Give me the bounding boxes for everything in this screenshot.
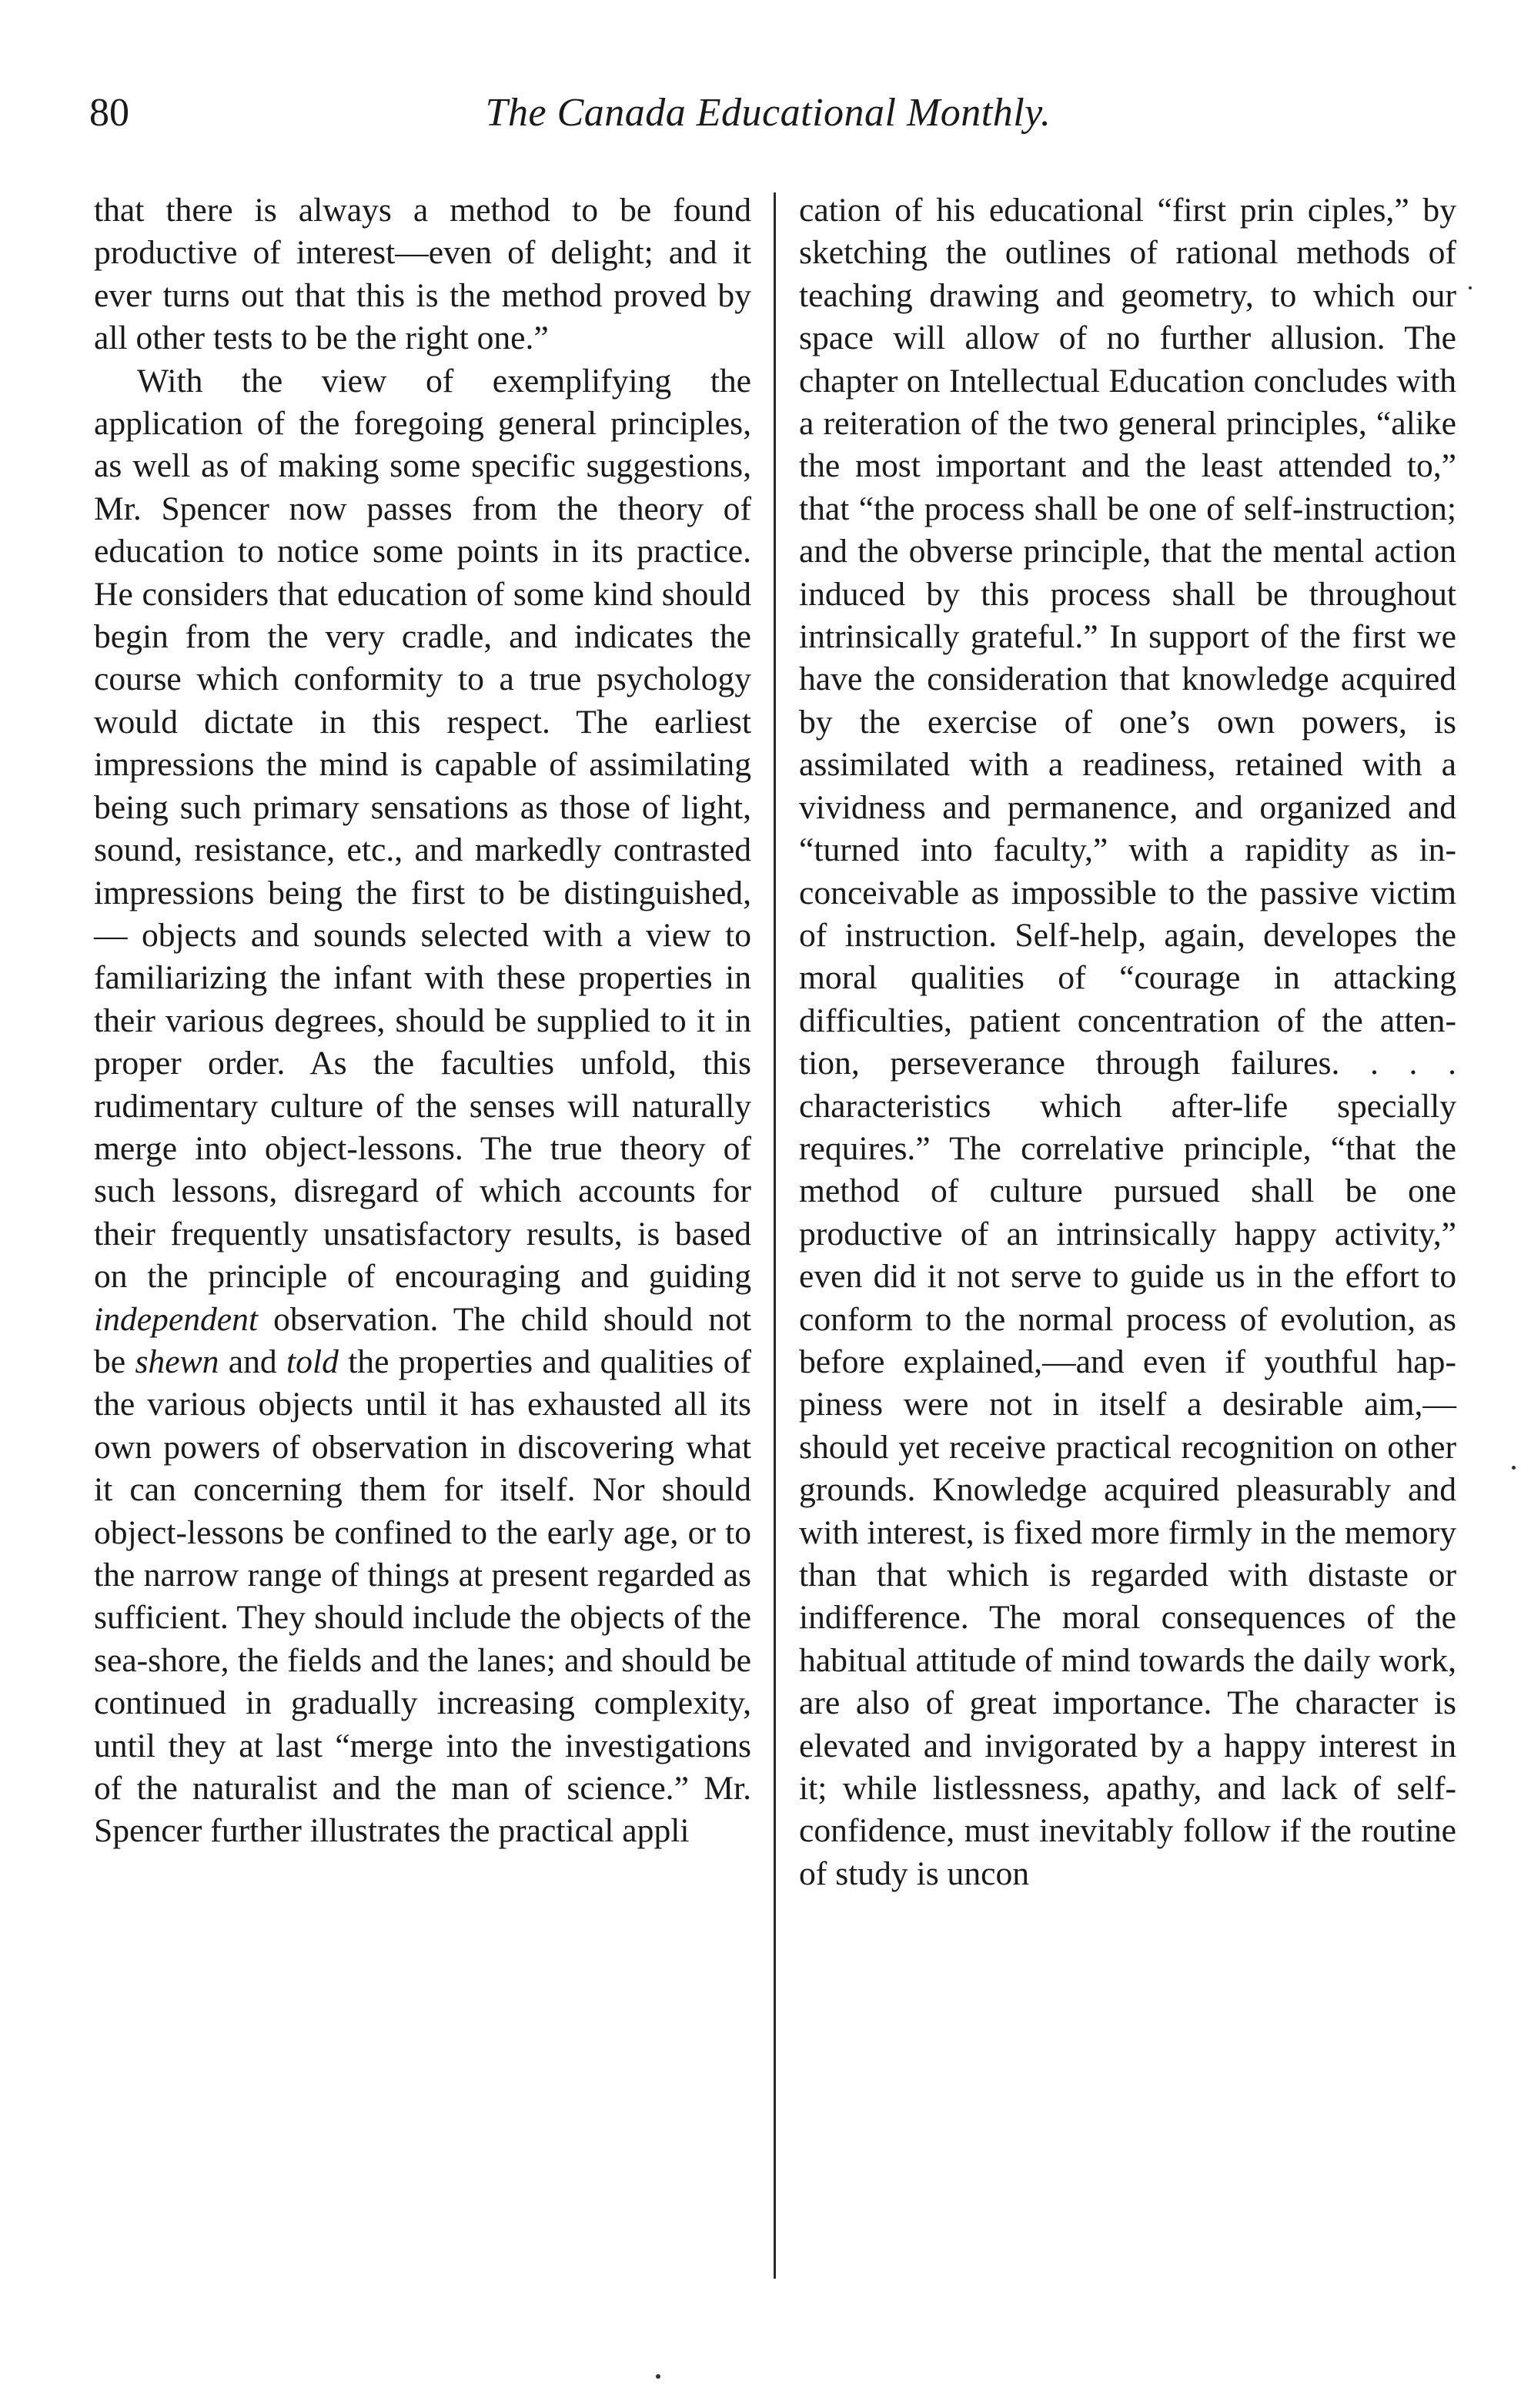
page-number: 80 — [89, 91, 129, 135]
left-paragraph-2-part-b: observation. The child should not be — [94, 1300, 751, 1380]
print-speck-bottom — [656, 2374, 660, 2379]
right-paragraph-1: cation of his educational “first prin ciples,” by sketching the outlines of rational methods of teaching drawing and geometry, to which our space will allow of no further allusion. The chapter on Intellectual Education concludes with a reiteration of the two general principles, “alike the most important and the least attended to,” that “the process shall be one of self-instruction; and the obverse principle, that the mental action induced by this process shall be throughout intrinsically grateful.” In support of the first we have the consideration that knowledge acquired by the exercise of one’s own powers, is assimilated with a readiness, retained with a vividness and permanence, and organized and “turned into faculty,” with a rapidity as inconceivable as impossible to the passive victim of instruction. Self-help, again, developes the moral qualities of “courage in attacking difficulties, patient concentration of the attention, perseverance through failures. . . . characteristics which after-life specially requires.” The correlative principle, “that the method of culture pursued shall be one productive of an intrinsically happy activity,” even did it not serve to guide us in the effort to conform to the normal process of evolution, as before explained,—and even if youthful happiness were not in itself a desirable aim,—should yet receive practical recognition on other grounds. Knowledge acquired pleasurably and with interest, is fixed more firmly in the memory than that which is regarded with distaste or indifference. The moral consequences of the habitual attitude of mind towards the daily work, are also of great importance. The character is elevated and invigorated by a happy interest in it; while listlessness, apathy, and lack of self-confidence, must inevitably follow if the routine of study is uncon — [799, 192, 1456, 1892]
print-speck-right-top — [1469, 286, 1472, 289]
emphasis-shewn: shewn — [135, 1343, 219, 1380]
left-column — [94, 189, 751, 1853]
left-paragraph-2-part-c: and — [219, 1343, 287, 1380]
left-paragraph-2-part-d: the properties and qualities of the various objects until it has exhausted all its own powers of observation in discovering what it can concerning them for itself. Nor should object-lessons be confined to the early age, or to the narrow range of things at present regarded as sufficient. They should include the objects of the sea-shore, the fields and the lanes; and should be continued in gradually increasing complexity, until they at last “merge into the investigations of the naturalist and the man of science.” Mr. Spencer further illustrates the practical appli — [94, 1343, 751, 1850]
emphasis-told: told — [286, 1343, 339, 1380]
column-divider — [774, 192, 776, 2279]
running-head — [89, 86, 1447, 140]
left-paragraph-1: that there is always a method to be found productive of interest—even of delight; and it ever turns out that this is the method proved by all other tests to be the right one.” — [94, 192, 751, 357]
emphasis-independent: independent — [94, 1300, 259, 1338]
left-paragraph-2 — [94, 360, 751, 1853]
left-paragraph-2-part-a: With the view of exemplifying the application of the foregoing general principles, as well as of making some specific suggestions, Mr. Spencer now passes from the theory of education to notice some points in its practice. He considers that education of some kind should begin from the very cradle, and indicates the course which conformity to a true psychology would dictate in this respect. The earliest impressions the mind is capable of assimilating being such primary sensations as those of light, sound, resistance, etc., and markedly contrasted impressions being the first to be distinguished,— objects and sounds selected with a view to familiarizing the infant with these properties in their various degrees, should be supplied to it in proper order. As the faculties unfold, this rudimentary culture of the senses will naturally merge into object-lessons. The true theory of such lessons, disregard of which accounts for their frequently unsatisfactory results, is based on the principle of encouraging and guiding — [94, 362, 751, 1296]
right-column — [799, 189, 1456, 1895]
print-speck-right-middle — [1512, 1466, 1516, 1470]
journal-title: The Canada Educational Monthly. — [485, 91, 1051, 135]
